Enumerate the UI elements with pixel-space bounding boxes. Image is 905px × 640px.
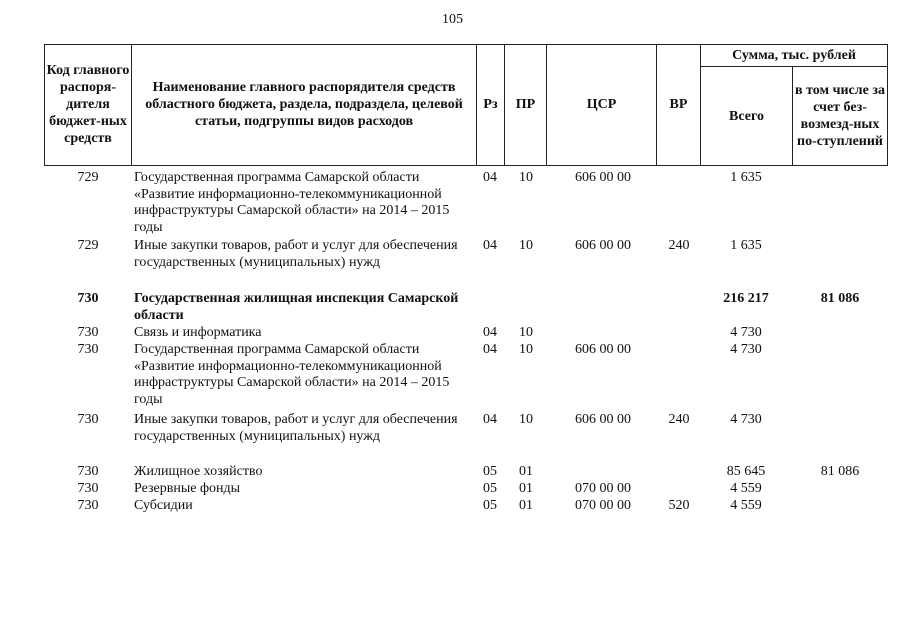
cell-name: Субсидии [134,498,193,513]
header-csr: ЦСР [586,97,617,112]
cell-code: 730 [77,342,99,357]
cell-total: 1 635 [730,238,762,253]
header-bottom-border [44,165,888,166]
cell-pr: 10 [519,342,533,357]
cell-code: 730 [77,325,99,340]
cell-free: 81 086 [820,464,860,479]
cell-name: Жилищное хозяйство [134,464,263,479]
cell-code: 730 [77,291,99,306]
header-free: в том числе за счет без-возмезд-ных по-ступлений [795,83,885,149]
header-rz: Рз [483,97,498,112]
cell-code: 730 [77,498,99,513]
col-border [131,44,132,166]
cell-code: 730 [77,412,99,427]
cell-name: Иные закупки товаров, работ и услуг для обеспечения государственных (муниципальных) нужд [134,412,458,444]
cell-pr: 10 [519,412,533,427]
cell-csr: 070 00 00 [575,498,631,513]
cell-pr: 01 [519,498,533,513]
cell-name: Государственная жилищная инспекция Самарской области [134,291,459,323]
cell-rz: 05 [483,464,497,479]
cell-pr: 01 [519,481,533,496]
cell-pr: 10 [519,325,533,340]
cell-pr: 10 [519,238,533,253]
cell-csr: 606 00 00 [575,238,631,253]
cell-code: 730 [77,481,99,496]
cell-name: Связь и информатика [134,325,262,340]
cell-free: 81 086 [820,291,860,306]
header-vr: ВР [669,97,688,112]
cell-rz: 05 [483,498,497,513]
cell-name: Государственная программа Самарской области «Развитие информационно-телекоммуникационной инфраструктуры Самарской области» на 2014 – 2015 годы [134,170,450,235]
cell-total: 4 730 [730,325,762,340]
cell-vr: 240 [668,238,690,253]
header-name: Наименование главного распорядителя средств областного бюджета, раздела, подраздела, целевой статьи, подгруппы видов расходов [145,80,463,129]
cell-pr: 10 [519,170,533,185]
header-total: Всего [729,108,764,124]
col-border [887,44,888,166]
header-sum-group: Сумма, тыс. рублей [732,47,856,63]
cell-rz: 04 [483,342,497,357]
cell-csr: 606 00 00 [575,170,631,185]
cell-rz: 04 [483,325,497,340]
header-code: Код главного распоря-дителя бюджет-ных средств [46,63,130,146]
cell-total: 4 559 [730,498,762,513]
cell-code: 729 [77,238,99,253]
cell-csr: 606 00 00 [575,342,631,357]
cell-name: Иные закупки товаров, работ и услуг для обеспечения государственных (муниципальных) нужд [134,238,458,270]
cell-rz: 04 [483,170,497,185]
cell-total: 216 217 [723,291,769,306]
cell-code: 729 [77,170,99,185]
header-pr: ПР [515,97,536,112]
cell-total: 4 730 [730,412,762,427]
cell-rz: 04 [483,238,497,253]
cell-total: 4 559 [730,481,762,496]
cell-total: 85 645 [726,464,766,479]
cell-total: 4 730 [730,342,762,357]
cell-pr: 01 [519,464,533,479]
cell-vr: 240 [668,412,690,427]
cell-name: Государственная программа Самарской области «Развитие информационно-телекоммуникационной инфраструктуры Самарской области» на 2014 – 2015 годы [134,342,450,407]
cell-csr: 606 00 00 [575,412,631,427]
cell-code: 730 [77,464,99,479]
cell-rz: 04 [483,412,497,427]
table-header [44,44,888,166]
cell-rz: 05 [483,481,497,496]
cell-name: Резервные фонды [134,481,241,496]
page-number: 105 [442,12,463,27]
cell-csr: 070 00 00 [575,481,631,496]
cell-total: 1 635 [730,170,762,185]
cell-vr: 520 [668,498,690,513]
